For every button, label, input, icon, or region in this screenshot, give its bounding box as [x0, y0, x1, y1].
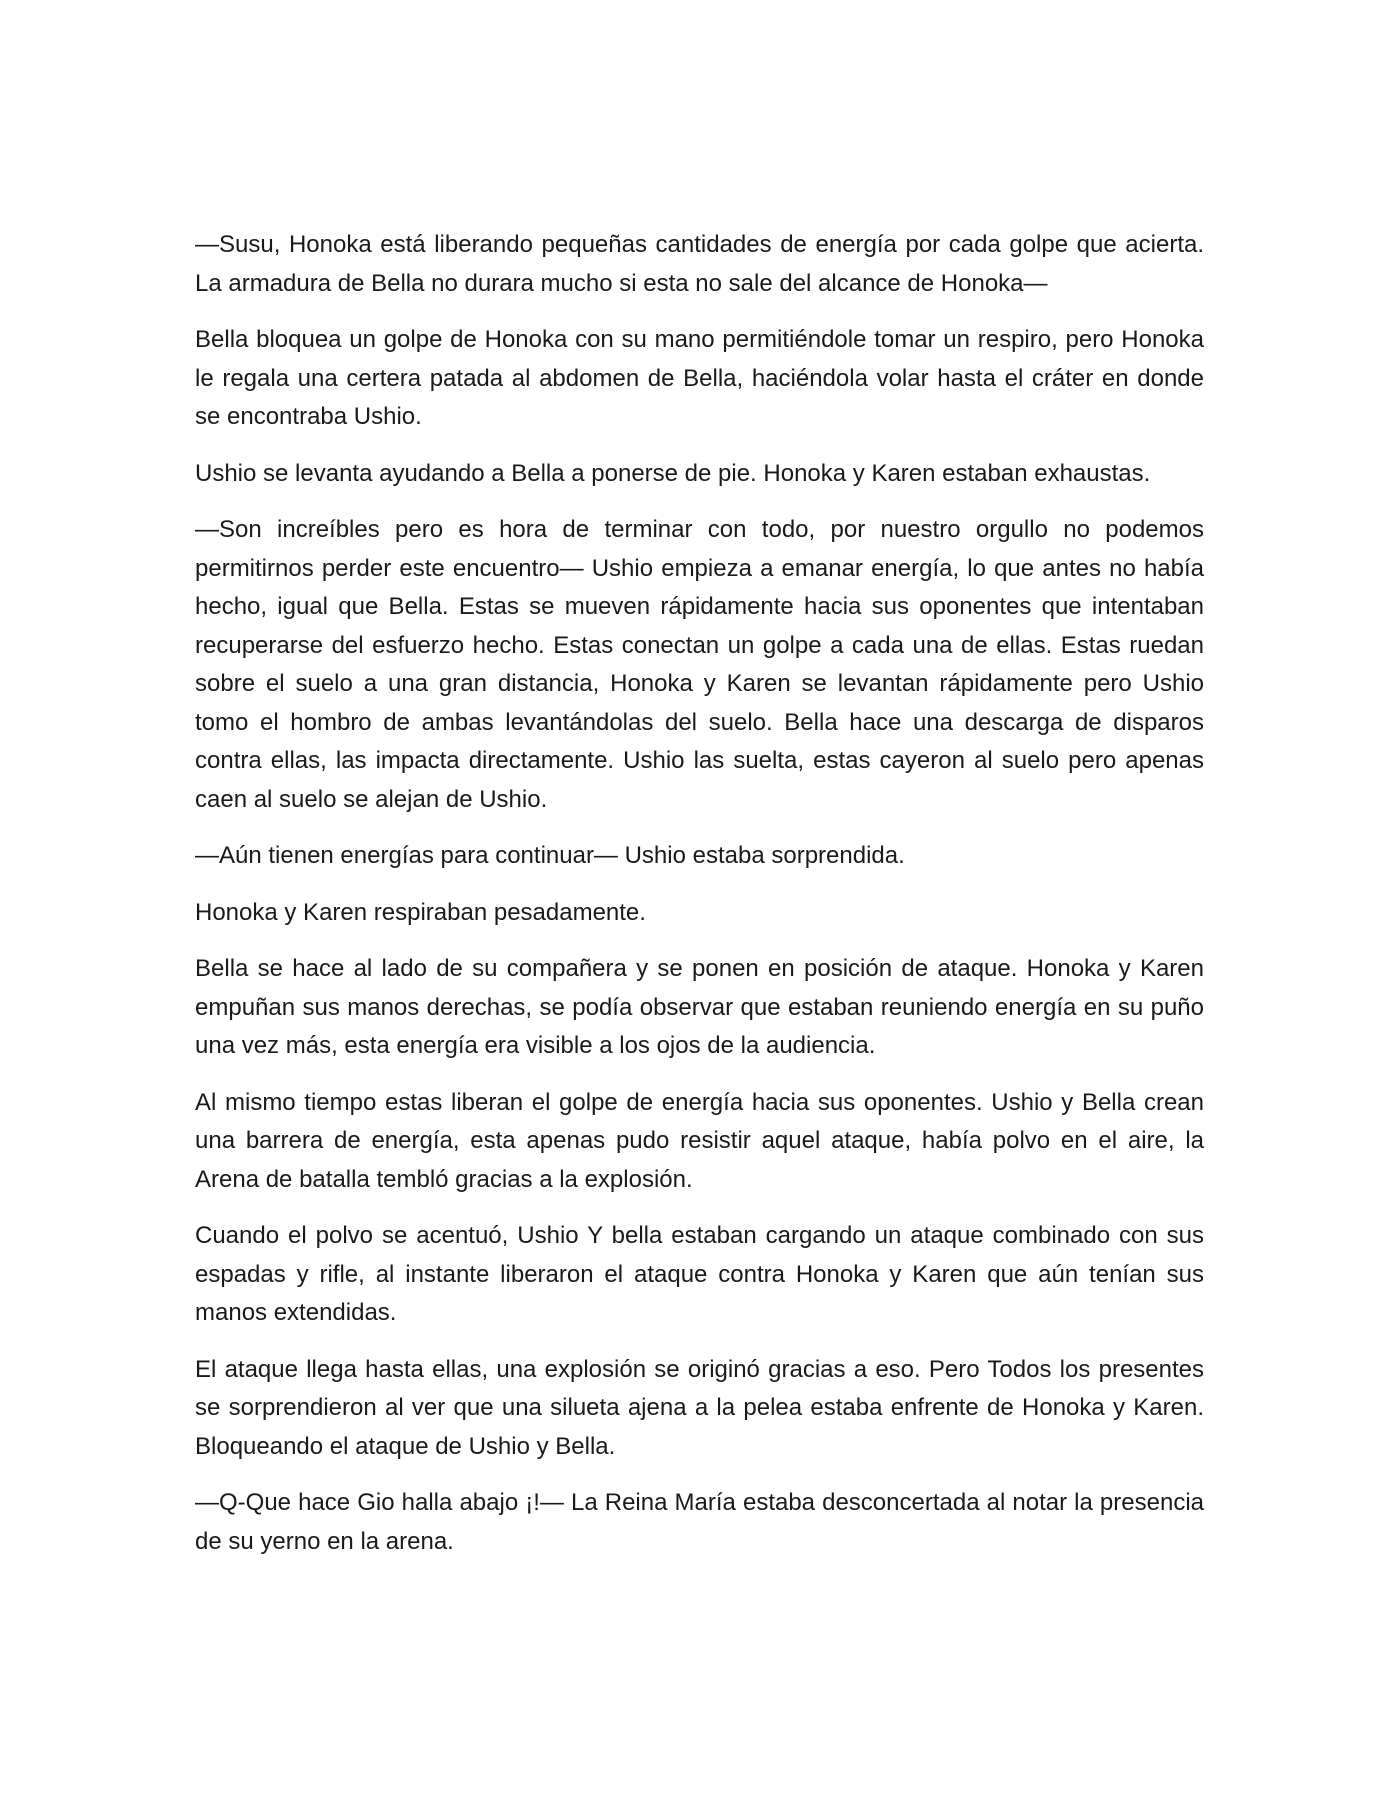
paragraph-4: —Son increíbles pero es hora de terminar con todo, por nuestro orgullo no podemos permitirnos perder este encuentro— Ushio empieza a emanar energía, lo que antes no había hecho, igual que Bella. Estas se mueven rápidamente hacia sus oponentes que intentaban recuperarse del esfuerzo hecho. Estas conectan un golpe a cada una de ellas. Estas ruedan sobre el suelo a una gran distancia, Honoka y Karen se levantan rápidamente pero Ushio tomo el hombro de ambas levantándolas del suelo. Bella hace una descarga de disparos contra ellas, las impacta directamente. Ushio las suelta, estas cayeron al suelo pero apenas caen al suelo se alejan de Ushio.	[195, 516, 1204, 813]
paragraph-2: Bella bloquea un golpe de Honoka con su mano permitiéndole tomar un respiro, pero Honoka le regala una certera patada al abdomen de Bella, haciéndola volar hasta el cráter en donde se encontraba Ushio.	[195, 326, 1204, 430]
paragraph-5: —Aún tienen energías para continuar— Ushio estaba sorprendida.	[195, 842, 905, 869]
paragraph-7: Bella se hace al lado de su compañera y se ponen en posición de ataque. Honoka y Karen empuñan sus manos derechas, se podía observar que estaban reuniendo energía en su puño una vez más, esta energía era visible a los ojos de la audiencia.	[195, 955, 1204, 1059]
paragraph-8: Al mismo tiempo estas liberan el golpe de energía hacia sus oponentes. Ushio y Bella crean una barrera de energía, esta apenas pudo resistir aquel ataque, había polvo en el aire, la Arena de batalla tembló gracias a la explosión.	[195, 1088, 1204, 1193]
paragraph-9: Cuando el polvo se acentuó, Ushio Y bella estaban cargando un ataque combinado con sus espadas y rifle, al instante liberaron el ataque contra Honoka y Karen que aún tenían sus manos extendidas.	[195, 1222, 1204, 1326]
paragraph-10: El ataque llega hasta ellas, una explosión se originó gracias a eso. Pero Todos los presentes se sorprendieron al ver que una silueta ajena a la pelea estaba enfrente de Honoka y Karen. Bloqueando el ataque de Ushio y Bella.	[195, 1355, 1204, 1460]
document-body	[195, 226, 1204, 1579]
paragraph-6: Honoka y Karen respiraban pesadamente.	[195, 898, 646, 926]
paragraph-1: —Susu, Honoka está liberando pequeñas cantidades de energía por cada golpe que acierta. La armadura de Bella no durara mucho si esta no sale del alcance de Honoka—	[195, 231, 1204, 297]
paragraph-3: Ushio se levanta ayudando a Bella a ponerse de pie. Honoka y Karen estaban exhaustas.	[195, 459, 1151, 487]
paragraph-11: —Q-Que hace Gio halla abajo ¡!— La Reina María estaba desconcertada al notar la presencia de su yerno en la arena.	[195, 1489, 1204, 1555]
